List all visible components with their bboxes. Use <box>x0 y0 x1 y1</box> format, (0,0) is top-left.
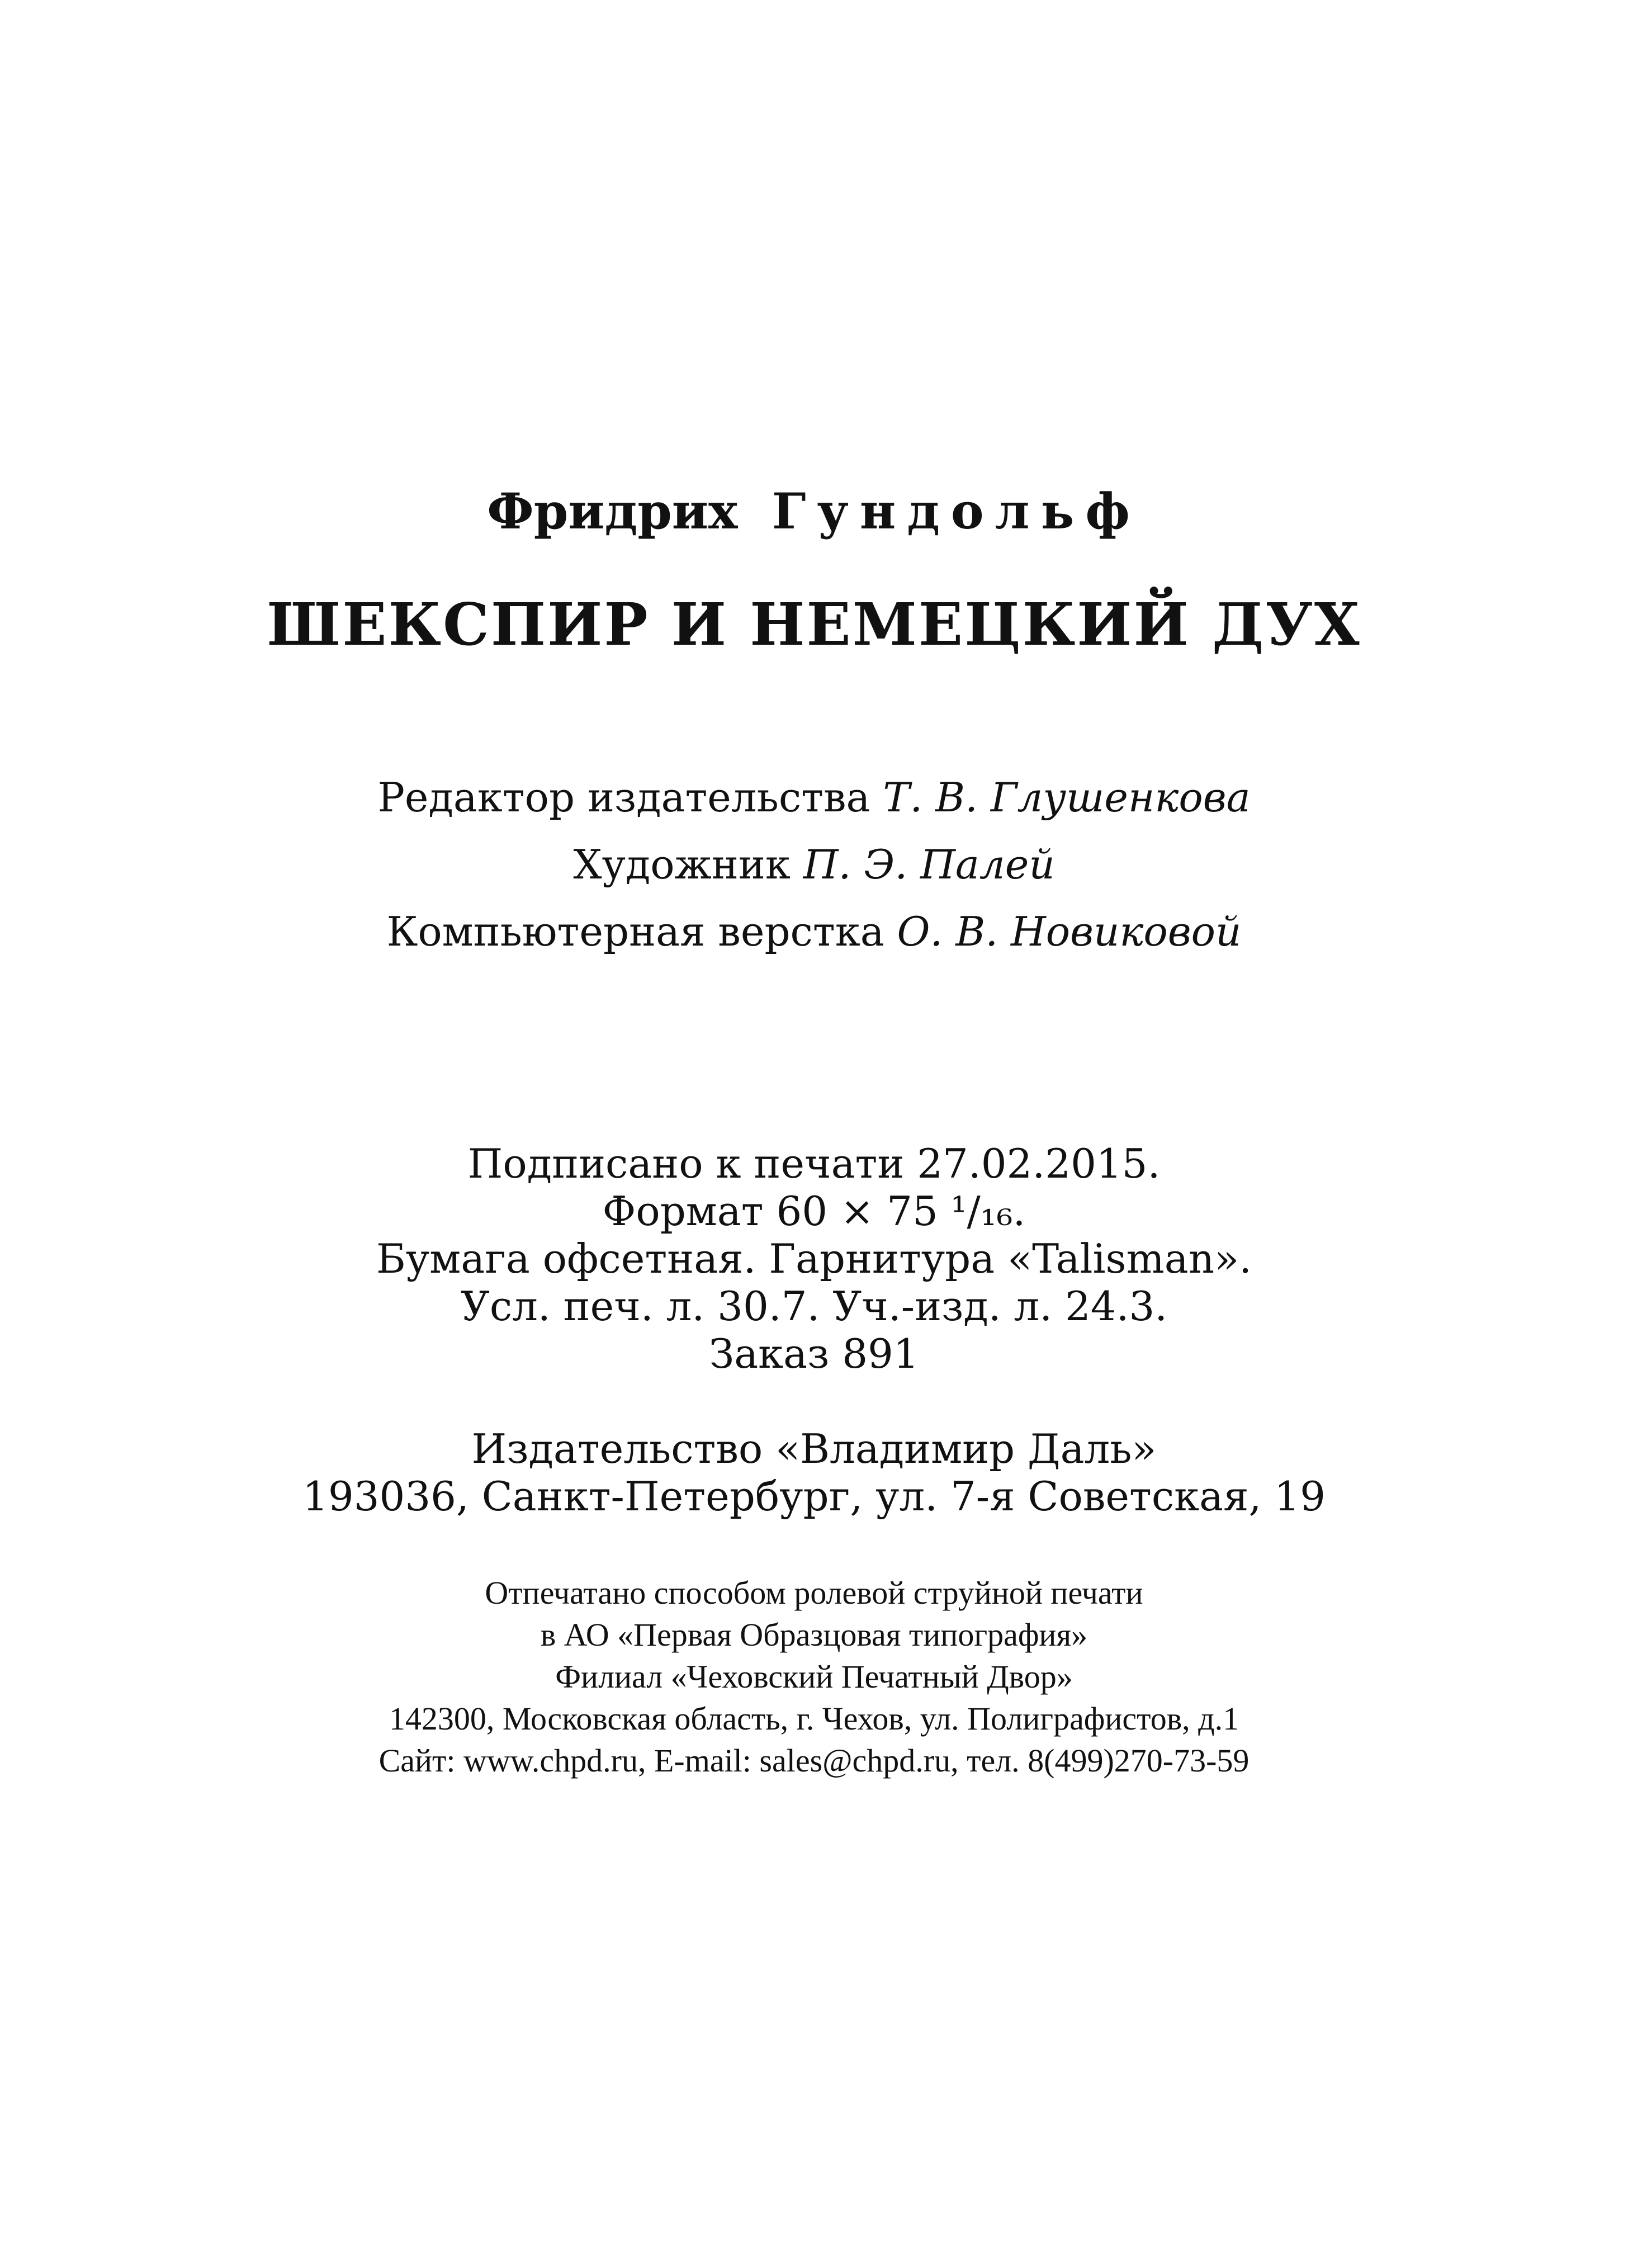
credit-layout <box>0 908 1628 955</box>
imprint-order: Заказ 891 <box>709 1330 919 1377</box>
printer-contacts: Сайт: www.chpd.ru, E-mail: sales@chpd.ru, тел. 8(499)270-73-59 <box>378 1742 1250 1779</box>
imprint-signed: Подписано к печати 27.02.2015. <box>467 1140 1161 1187</box>
credit-person: П. Э. Палей <box>803 841 1055 888</box>
imprint-paper: Бумага офсетная. Гарнитура «Talisman». <box>376 1235 1252 1282</box>
credit-artist <box>0 841 1628 888</box>
author-surname: Гундольф <box>772 482 1141 540</box>
printer-line: 142300, Московская область, г. Чехов, ул. Полиграфистов, д.1 <box>389 1700 1239 1737</box>
printer-line: Филиал «Чеховский Печатный Двор» <box>555 1659 1073 1695</box>
printer-line: в АО «Первая Образцовая типография» <box>540 1617 1088 1653</box>
credit-role: Редактор издательства <box>377 774 870 821</box>
author-name <box>0 482 1628 540</box>
author-first-name: Фридрих <box>487 482 738 540</box>
book-title: ШЕКСПИР И НЕМЕЦКИЙ ДУХ <box>267 590 1361 659</box>
credit-editor <box>0 774 1628 821</box>
credit-person: О. В. Новиковой <box>897 908 1242 955</box>
imprint-sheets: Усл. печ. л. 30.7. Уч.-изд. л. 24.3. <box>460 1283 1168 1330</box>
publisher-address: 193036, Санкт-Петербург, ул. 7-я Советская, 19 <box>302 1473 1326 1520</box>
printer-line: Отпечатано способом ролевой струйной печати <box>485 1575 1143 1611</box>
imprint-format: Формат 60 × 75 ¹/₁₆. <box>602 1188 1026 1235</box>
credit-person: Т. В. Глушенкова <box>883 774 1251 821</box>
publisher-name: Издательство «Владимир Даль» <box>471 1425 1157 1472</box>
credit-role: Художник <box>573 841 791 888</box>
credit-role: Компьютерная верстка <box>386 908 884 955</box>
